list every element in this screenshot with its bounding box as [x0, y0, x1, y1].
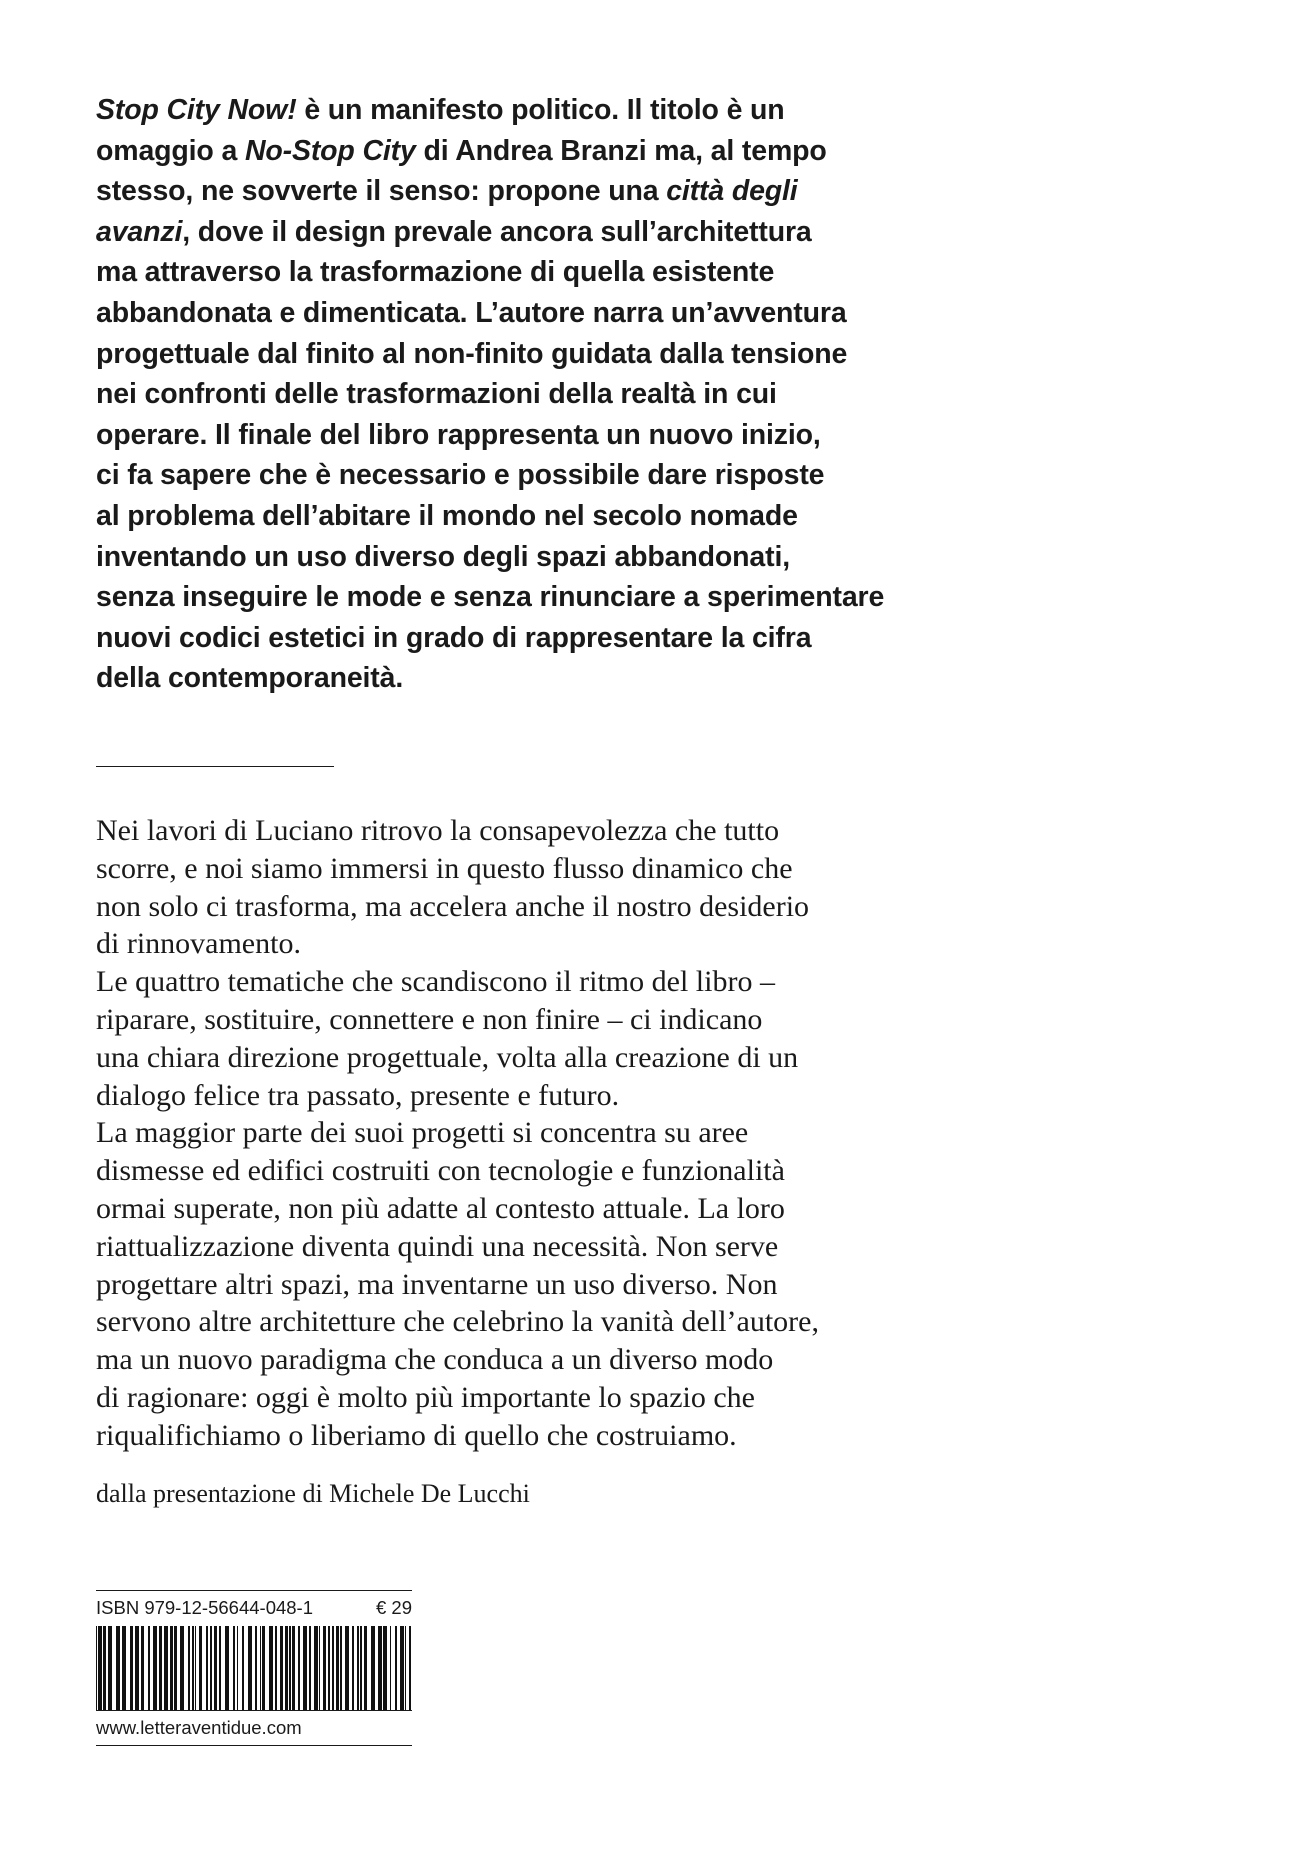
barcode-bar	[309, 1626, 311, 1710]
barcode-bar	[206, 1626, 208, 1710]
barcode-bar	[135, 1626, 139, 1710]
blurb-line: abbandonata e dimenticata. L’autore narra un’avventura	[96, 296, 847, 329]
isbn-number: ISBN 979-12-56644-048-1	[96, 1597, 314, 1618]
barcode-bar	[269, 1626, 273, 1710]
barcode-bar	[192, 1626, 194, 1710]
barcode-bar	[96, 1626, 97, 1710]
barcode-bar	[371, 1626, 375, 1710]
barcode-bar	[360, 1626, 362, 1710]
quote-line: scorre, e noi siamo immersi in questo flusso dinamico che	[96, 851, 793, 885]
barcode-bar	[275, 1626, 277, 1710]
barcode-bar	[248, 1626, 252, 1710]
barcode-bar	[188, 1626, 190, 1710]
barcode-bar	[225, 1626, 229, 1710]
foreword-quote	[96, 812, 1096, 1455]
blurb-line: progettuale dal finito al non-finito guidata dalla tensione	[96, 337, 848, 370]
quote-line: progettare altri spazi, ma inventarne un uso diverso. Non	[96, 1267, 778, 1301]
barcode-bar	[395, 1626, 397, 1710]
quote-line: ormai superate, non più adatte al contesto attuale. La loro	[96, 1191, 785, 1225]
barcode-bar	[219, 1626, 221, 1710]
barcode-bar	[199, 1626, 202, 1710]
barcode-bar	[340, 1626, 342, 1710]
barcode-bar	[383, 1626, 387, 1710]
barcode-bar	[174, 1626, 177, 1710]
barcode-bar	[122, 1626, 126, 1710]
blurb-line: senza inseguire le mode e senza rinunciare a sperimentare	[96, 581, 885, 614]
barcode-bar	[323, 1626, 326, 1710]
barcode-bar	[332, 1626, 334, 1710]
quote-line: non solo ci trasforma, ma accelera anche il nostro desiderio	[96, 889, 810, 923]
barcode-bar	[303, 1626, 307, 1710]
blurb-line: ma attraverso la trasformazione di quella esistente	[96, 256, 775, 289]
barcode-bar	[364, 1626, 367, 1710]
barcode-bar	[98, 1626, 102, 1710]
barcode-bar	[345, 1626, 349, 1710]
barcode-bar	[242, 1626, 244, 1710]
barcode-bar	[103, 1626, 106, 1710]
quote-attribution: dalla presentazione di Michele De Lucchi	[96, 1479, 530, 1508]
quote-line: di rinnovamento.	[96, 927, 301, 961]
barcode-bar	[319, 1626, 320, 1710]
publisher-website: www.letteraventidue.com	[96, 1717, 302, 1738]
blurb-line: ci fa sapere che è necessario e possibile dare risposte	[96, 459, 825, 492]
quote-line: riattualizzazione diventa quindi una necessità. Non serve	[96, 1229, 779, 1263]
barcode-bar	[233, 1626, 235, 1710]
quote-line: Nei lavori di Luciano ritrovo la consapevolezza che tutto	[96, 814, 780, 847]
barcode-bar	[357, 1626, 359, 1710]
barcode-bar	[289, 1626, 291, 1710]
barcode-bar	[400, 1626, 404, 1710]
quote-line: Le quattro tematiche che scandiscono il ritmo del libro –	[96, 965, 775, 999]
barcode-bar	[285, 1626, 288, 1710]
barcode-bar	[280, 1626, 283, 1710]
blurb-line: al problema dell’abitare il mondo nel secolo nomade	[96, 499, 798, 532]
section-divider	[96, 766, 334, 767]
quote-line: una chiara direzione progettuale, volta alla creazione di un	[96, 1040, 799, 1074]
barcode-bar	[260, 1626, 261, 1710]
barcode-top-rule	[96, 1590, 412, 1591]
barcode-bar	[405, 1626, 406, 1710]
price: € 29	[375, 1597, 412, 1618]
barcode-bar	[210, 1626, 212, 1710]
blurb-line: nuovi codici estetici in grado di rappresentare la cifra	[96, 621, 812, 654]
barcode-bar	[159, 1626, 162, 1710]
barcode-bar	[314, 1626, 318, 1710]
quote-line: riparare, sostituire, connettere e non finire – ci indicano	[96, 1002, 763, 1036]
barcode-bar	[108, 1626, 112, 1710]
quote-line: servono altre architetture che celebrino la vanità dell’autore,	[96, 1305, 819, 1339]
barcode-bar	[116, 1626, 120, 1710]
publisher-blurb	[96, 90, 1056, 699]
barcode-bar	[255, 1626, 257, 1710]
barcode-bar	[148, 1626, 150, 1710]
barcode-bar	[262, 1626, 265, 1710]
barcode-bar	[336, 1626, 339, 1710]
barcode-bar	[130, 1626, 133, 1710]
barcode-bar	[292, 1626, 295, 1710]
barcode-block	[96, 1590, 412, 1746]
isbn-row	[96, 1595, 412, 1621]
quote-line: di ragionare: oggi è molto più importante lo spazio che	[96, 1380, 755, 1414]
barcode-bar	[180, 1626, 184, 1710]
barcode-bar	[390, 1626, 391, 1710]
blurb-line: della contemporaneità.	[96, 662, 404, 695]
blurb-line: Stop City Now! è un manifesto politico. Il titolo è un	[96, 94, 785, 126]
quote-line: dismesse ed edifici costruiti con tecnologie e funzionalità	[96, 1154, 785, 1188]
quote-line: La maggior parte dei suoi progetti si concentra su aree	[96, 1116, 749, 1150]
barcode-bar	[153, 1626, 157, 1710]
blurb-line: inventando un uso diverso degli spazi abbandonati,	[96, 540, 790, 573]
barcode-bar	[352, 1626, 354, 1710]
barcode-bar	[328, 1626, 330, 1710]
quote-line: ma un nuovo paradigma che conduca a un diverso modo	[96, 1343, 774, 1377]
quote-line: dialogo felice tra passato, presente e futuro.	[96, 1078, 620, 1112]
blurb-line: operare. Il finale del libro rappresenta un nuovo inizio,	[96, 418, 821, 451]
barcode-mid-rule	[96, 1710, 412, 1711]
blurb-line: nei confronti delle trasformazioni della realtà in cui	[96, 378, 777, 411]
barcode-bar	[164, 1626, 168, 1710]
blurb-line: omaggio a No-Stop City di Andrea Branzi ma, al tempo	[96, 134, 827, 167]
barcode-bar	[409, 1626, 411, 1710]
quote-line: riqualifichiamo o liberiamo di quello che costruiamo.	[96, 1418, 737, 1452]
barcode-bar	[214, 1626, 217, 1710]
barcode-bar	[298, 1626, 300, 1710]
barcode-bar	[170, 1626, 173, 1710]
barcode-bar	[141, 1626, 144, 1710]
blurb-line: avanzi, dove il design prevale ancora sull’architettura	[96, 215, 812, 248]
barcode-bar	[195, 1626, 196, 1710]
barcode-bar	[237, 1626, 238, 1710]
barcode-bar	[378, 1626, 382, 1710]
blurb-line: stesso, ne sovverte il senso: propone una città degli	[96, 175, 798, 208]
barcode-bottom-rule	[96, 1745, 412, 1746]
barcode-graphic	[96, 1626, 412, 1710]
